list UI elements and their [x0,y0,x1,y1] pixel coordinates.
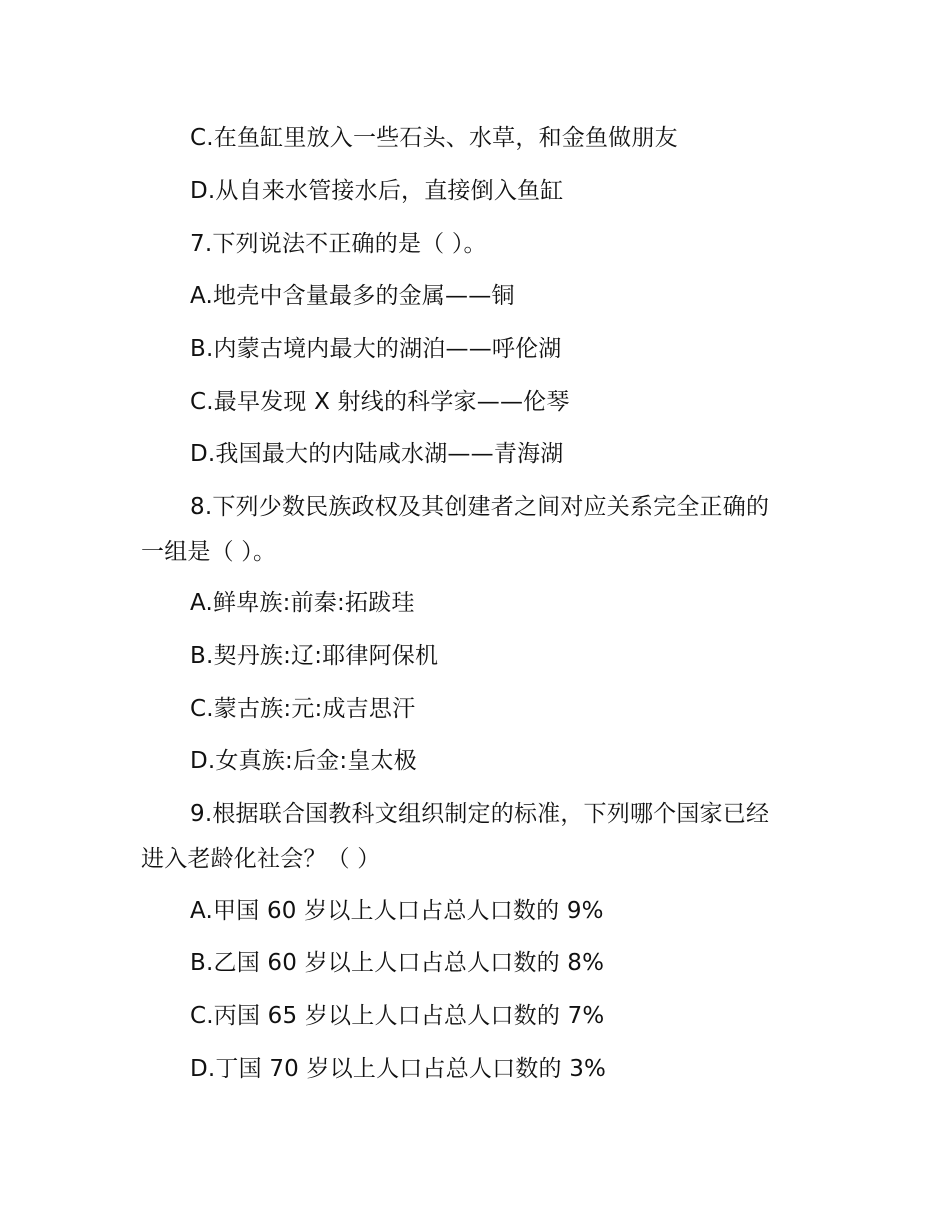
q8-option-c: C.蒙古族:元:成吉思汗 [190,696,416,722]
q7-option-c: C.最早发现 X 射线的科学家——伦琴 [190,389,570,415]
q9-stem-line1: 9.根据联合国教科文组织制定的标准，下列哪个国家已经 [190,801,770,827]
q7-option-a: A.地壳中含量最多的金属——铜 [190,283,515,309]
q7-option-d: D.我国最大的内陆咸水湖——青海湖 [190,441,564,467]
q8-option-a: A.鲜卑族:前秦:拓跋珪 [190,590,415,616]
q9-option-a: A.甲国 60 岁以上人口占总人口数的 9% [190,898,604,924]
q9-option-c: C.丙国 65 岁以上人口占总人口数的 7% [190,1003,605,1029]
q6-option-d: D.从自来水管接水后，直接倒入鱼缸 [190,178,564,204]
q8-stem-line1: 8.下列少数民族政权及其创建者之间对应关系完全正确的 [190,494,770,520]
q9-option-d: D.丁国 70 岁以上人口占总人口数的 3% [190,1056,607,1082]
q7-stem: 7.下列说法不正确的是（ ）。 [190,231,487,257]
q8-stem-line2: 一组是（ ）。 [141,539,277,565]
q7-option-b: B.内蒙古境内最大的湖泊——呼伦湖 [190,336,562,362]
q9-option-b: B.乙国 60 岁以上人口占总人口数的 8% [190,950,605,976]
q8-option-b: B.契丹族:辽:耶律阿保机 [190,643,439,669]
q9-stem-line2: 进入老龄化社会？（ ） [141,846,381,872]
q6-option-c: C.在鱼缸里放入一些石头、水草，和金鱼做朋友 [190,125,678,151]
q8-option-d: D.女真族:后金:皇太极 [190,748,417,774]
